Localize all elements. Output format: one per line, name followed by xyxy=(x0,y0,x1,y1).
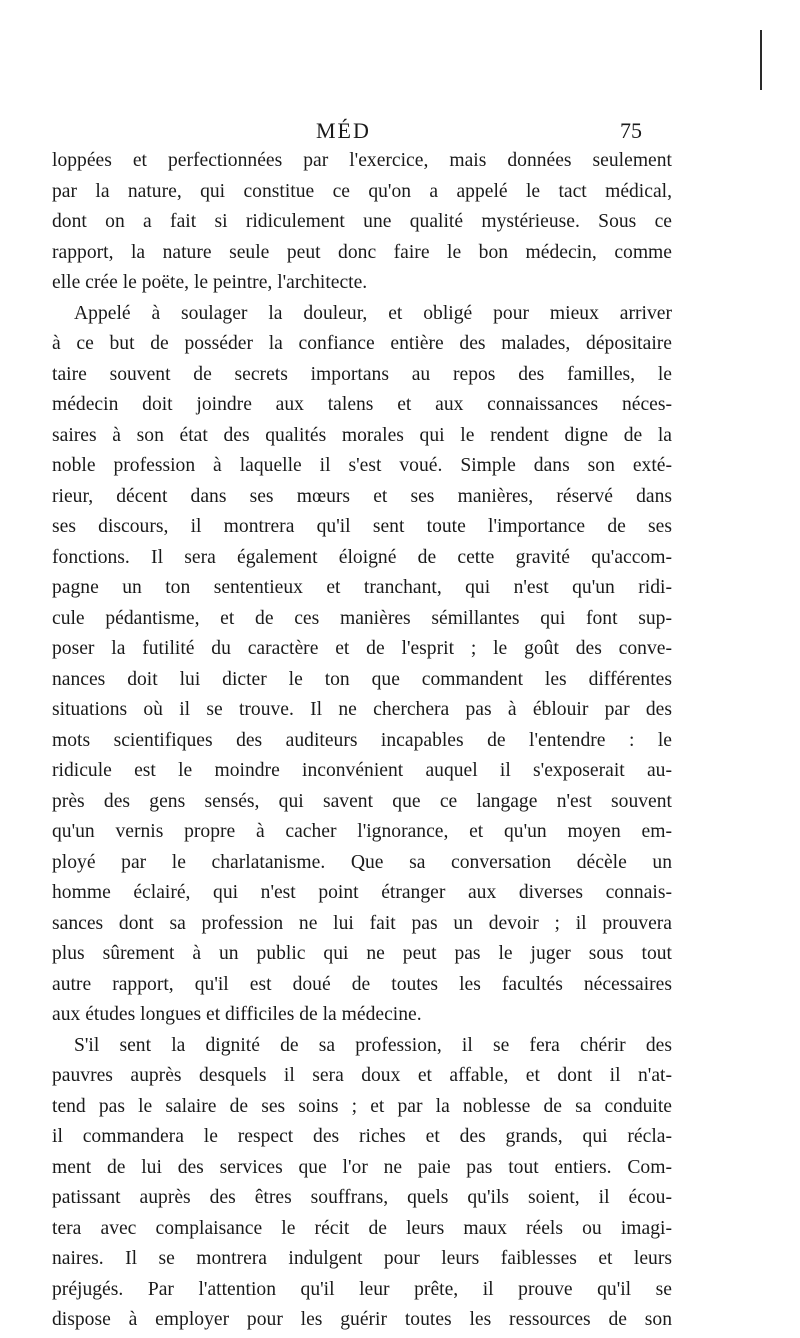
text-line: S'il sent la dignité de sa profession, il se fera chérir des xyxy=(74,1034,672,1056)
text-line: près des gens sensés, qui savent que ce langage n'est souvent xyxy=(52,790,672,812)
body-text xyxy=(52,146,672,1336)
text-line: ses discours, il montrera qu'il sent toute l'importance de ses xyxy=(52,516,672,537)
text-line: mots scientifiques des auditeurs incapables de l'entendre : le xyxy=(52,729,672,751)
text-line: autre rapport, qu'il est doué de toutes les facultés nécessaires xyxy=(52,973,672,995)
text-line: qu'un vernis propre à cacher l'ignorance, et qu'un moyen em- xyxy=(52,821,672,842)
text-line: saires à son état des qualités morales qui le rendent digne de la xyxy=(52,424,672,446)
page-number: 75 xyxy=(620,118,642,143)
text-line: par la nature, qui constitue ce qu'on a appelé le tact médical, xyxy=(52,180,672,202)
text-line: sances dont sa profession ne lui fait pas un devoir ; il prouvera xyxy=(52,912,672,934)
text-line: cule pédantisme, et de ces manières sémillantes qui font sup- xyxy=(52,607,672,629)
text-line: nances doit lui dicter le ton que commandent les différentes xyxy=(52,668,672,690)
text-line: noble profession à laquelle il s'est voué. Simple dans son exté- xyxy=(52,455,672,476)
text-line: loppées et perfectionnées par l'exercice, mais données seulement xyxy=(52,150,672,171)
page-edge-mark xyxy=(760,30,762,90)
text-line: ployé par le charlatanisme. Que sa conversation décèle un xyxy=(52,851,672,873)
text-line: aux études longues et difficiles de la médecine. xyxy=(52,1004,422,1025)
text-line: situations où il se trouve. Il ne cherchera pas à éblouir par des xyxy=(52,699,672,720)
text-line: médecin doit joindre aux talens et aux connaissances néces- xyxy=(52,394,672,415)
text-line: poser la futilité du caractère et de l'esprit ; le goût des conve- xyxy=(52,638,672,659)
text-line: tera avec complaisance le récit de leurs maux réels ou imagi- xyxy=(52,1217,672,1239)
text-line: à ce but de posséder la confiance entière des malades, dépositaire xyxy=(52,333,672,354)
text-line: homme éclairé, qui n'est point étranger aux diverses connais- xyxy=(52,882,672,903)
text-line: fonctions. Il sera également éloigné de cette gravité qu'accom- xyxy=(52,546,672,568)
text-line: dont on a fait si ridiculement une qualité mystérieuse. Sous ce xyxy=(52,211,672,232)
text-line: rieur, décent dans ses mœurs et ses manières, réservé dans xyxy=(52,485,672,507)
text-line: dispose à employer pour les guérir toutes les ressources de son xyxy=(52,1309,672,1330)
text-line: taire souvent de secrets importans au repos des familles, le xyxy=(52,363,672,385)
text-line: pauvres auprès desquels il sera doux et affable, et dont il n'at- xyxy=(52,1065,672,1086)
text-line: naires. Il se montrera indulgent pour leurs faiblesses et leurs xyxy=(52,1248,672,1269)
text-line: elle crée le poëte, le peintre, l'architecte. xyxy=(52,272,368,293)
text-line: tend pas le salaire de ses soins ; et par la noblesse de sa conduite xyxy=(52,1095,672,1117)
text-line: rapport, la nature seule peut donc faire le bon médecin, comme xyxy=(52,241,672,263)
text-line: ment de lui des services que l'or ne paie pas tout entiers. Com- xyxy=(52,1156,672,1178)
text-line: plus sûrement à un public qui ne peut pas le juger sous tout xyxy=(52,943,672,964)
page-header xyxy=(0,118,800,148)
text-line: ridicule est le moindre inconvénient auquel il s'exposerait au- xyxy=(52,760,672,781)
text-line: préjugés. Par l'attention qu'il leur prête, il prouve qu'il se xyxy=(52,1278,672,1300)
text-line: Appelé à soulager la douleur, et obligé pour mieux arriver xyxy=(74,302,672,324)
text-line: il commandera le respect des riches et des grands, qui récla- xyxy=(52,1126,672,1147)
text-line: pagne un ton sententieux et tranchant, qui n'est qu'un ridi- xyxy=(52,577,672,598)
running-head: MÉD xyxy=(316,118,371,143)
text-line: patissant auprès des êtres souffrans, quels qu'ils soient, il écou- xyxy=(52,1187,672,1208)
